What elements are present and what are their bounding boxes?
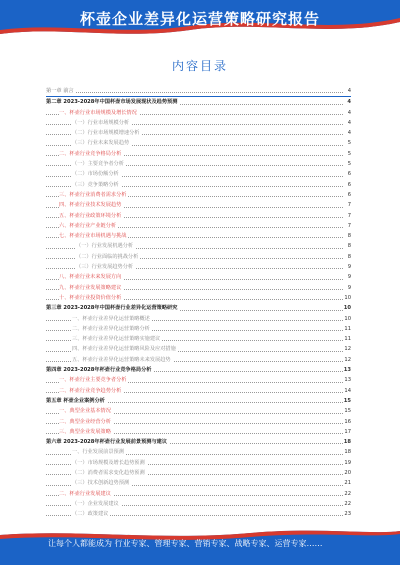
- toc-entry[interactable]: [46, 386, 351, 396]
- toc-entry[interactable]: [46, 406, 351, 416]
- toc-entry-label: （一）行业市场规模分析: [72, 118, 131, 128]
- toc-entry-label: （一）企业发展建议: [72, 499, 121, 509]
- toc-entry[interactable]: [46, 128, 351, 138]
- toc-entry-label: （三）行业未来发展趋势: [72, 138, 131, 148]
- toc-entry[interactable]: [46, 499, 351, 509]
- toc-entry[interactable]: [46, 221, 351, 231]
- toc-entry-page: 4: [346, 97, 351, 107]
- toc-entry[interactable]: [46, 149, 351, 159]
- toc-entry-page: 13: [343, 375, 351, 385]
- toc-entry[interactable]: [46, 509, 351, 519]
- toc-entry[interactable]: [46, 241, 351, 251]
- toc-entry-page: 8: [347, 241, 351, 251]
- toc-entry-label: （二）消费者需求变化趋势预测: [72, 468, 147, 478]
- toc-entry-page: 4: [347, 128, 351, 138]
- toc-entry[interactable]: [46, 180, 351, 190]
- toc-entry-label: 第四章 2023-2028年杯壶行业竞争格局分析: [46, 365, 153, 375]
- toc-entry-label: 二、杯壶行业发展建议: [59, 489, 113, 499]
- toc-entry-label: 一、行业发展前景预测: [72, 447, 126, 457]
- toc-entry[interactable]: [46, 489, 351, 499]
- toc-entry-page: 5: [347, 149, 351, 159]
- toc-entry-label: （一）行业发展机遇分析: [76, 241, 135, 251]
- toc-entry[interactable]: [46, 108, 351, 118]
- toc-entry[interactable]: [46, 365, 351, 375]
- footer-banner: [0, 529, 400, 565]
- toc-entry[interactable]: [46, 334, 351, 344]
- toc-entry-label: 五、杯壶行业政策环境分析: [59, 211, 123, 221]
- toc-entry[interactable]: [46, 417, 351, 427]
- toc-entry-label: （一）主要竞争者分析: [72, 159, 126, 169]
- toc-entry-label: 二、典型企业经营分析: [59, 417, 113, 427]
- toc-entry[interactable]: [46, 138, 351, 148]
- toc-entry-label: 一、杯壶行业差异化运营策略概述: [72, 314, 152, 324]
- toc-entry-page: 14: [343, 386, 351, 396]
- toc-entry-page: 9: [347, 283, 351, 293]
- toc-entry-page: 8: [347, 252, 351, 262]
- toc-entry-page: 18: [343, 437, 351, 447]
- toc-entry-page: 10: [343, 293, 351, 303]
- toc-entry-page: 8: [347, 231, 351, 241]
- toc-entry-page: 11: [343, 324, 351, 334]
- toc-entry[interactable]: [46, 211, 351, 221]
- toc-entry[interactable]: [46, 324, 351, 334]
- table-of-contents: [46, 86, 351, 519]
- toc-entry[interactable]: [46, 437, 351, 447]
- toc-entry-page: 7: [347, 211, 351, 221]
- toc-entry-page: 9: [347, 272, 351, 282]
- toc-entry[interactable]: [46, 272, 351, 282]
- toc-entry-page: 10: [343, 303, 351, 313]
- toc-heading: 内容目录: [171, 59, 228, 73]
- toc-entry[interactable]: [46, 169, 351, 179]
- toc-entry-page: 7: [347, 221, 351, 231]
- toc-entry-label: 七、杯壶行业市场机遇与挑战: [59, 231, 128, 241]
- toc-entry[interactable]: [46, 303, 351, 313]
- toc-entry-page: 5: [347, 138, 351, 148]
- toc-entry[interactable]: [46, 396, 351, 406]
- toc-entry-label: 五、杯壶行业差异化运营策略未来发展趋势: [72, 355, 173, 365]
- toc-entry-page: 22: [343, 489, 351, 499]
- toc-entry-label: 二、杯壶行业竞争格局分析: [59, 149, 123, 159]
- toc-entry-page: 21: [343, 478, 351, 488]
- toc-entry-page: 5: [347, 159, 351, 169]
- toc-entry-label: （二）行业面临的挑战分析: [76, 252, 140, 262]
- toc-entry-label: 二、杯壶行业差异化运营策略分析: [72, 324, 152, 334]
- toc-entry-label: 二、杯壶行业竞争趋势分析: [59, 386, 123, 396]
- toc-entry[interactable]: [46, 344, 351, 354]
- toc-entry-page: 4: [347, 118, 351, 128]
- toc-entry-label: 九、杯壶行业发展策略建议: [59, 283, 123, 293]
- toc-entry[interactable]: [46, 252, 351, 262]
- toc-entry-page: 23: [343, 509, 351, 519]
- toc-entry-label: 一、典型企业基本情况: [59, 406, 113, 416]
- toc-entry-page: 7: [347, 200, 351, 210]
- toc-entry-page: 22: [343, 499, 351, 509]
- toc-entry-page: 9: [347, 262, 351, 272]
- toc-entry-page: 6: [347, 169, 351, 179]
- toc-entry-label: （二）政策建议: [72, 509, 110, 519]
- toc-entry-label: 四、杯壶行业技术发展趋势: [59, 200, 123, 210]
- toc-entry[interactable]: [46, 478, 351, 488]
- toc-entry-label: 一、杯壶行业市场规模及增长情况: [59, 108, 139, 118]
- toc-entry[interactable]: [46, 314, 351, 324]
- toc-entry[interactable]: [46, 293, 351, 303]
- toc-entry[interactable]: [46, 159, 351, 169]
- toc-entry-page: 6: [347, 180, 351, 190]
- toc-entry[interactable]: [46, 283, 351, 293]
- toc-entry-label: （三）竞争策略分析: [72, 180, 121, 190]
- toc-entry-page: 10: [343, 314, 351, 324]
- toc-entry-page: 12: [343, 355, 351, 365]
- toc-entry-page: 6: [347, 190, 351, 200]
- toc-entry[interactable]: [46, 231, 351, 241]
- toc-entry-label: 十、杯壶行业投资价值分析: [59, 293, 123, 303]
- toc-entry-label: 第一章 前言: [46, 86, 76, 96]
- toc-entry[interactable]: [46, 447, 351, 457]
- toc-entry-label: （二）行业市场规模增速分析: [72, 128, 141, 138]
- toc-entry-label: （一）市场规模及增长趋势预测: [72, 458, 147, 468]
- toc-entry-label: （三）技术创新趋势预测: [72, 478, 131, 488]
- toc-entry[interactable]: [46, 86, 351, 97]
- toc-entry-label: 第五章 杯壶企业案例分析: [46, 396, 107, 406]
- toc-entry-label: （二）市场份额分析: [72, 169, 121, 179]
- toc-entry-page: 4: [347, 108, 351, 118]
- toc-entry[interactable]: [46, 427, 351, 437]
- toc-entry-page: 13: [343, 365, 351, 375]
- toc-entry-label: （三）行业发展趋势分析: [76, 262, 135, 272]
- report-title: 杯壶企业差异化运营策略研究报告: [79, 10, 320, 28]
- toc-entry-page: 12: [343, 344, 351, 354]
- toc-entry-label: 第三章 2023-2028年中国杯壶行业差异化运营策略研究: [46, 303, 179, 313]
- toc-entry-page: 16: [343, 417, 351, 427]
- toc-entry-label: 八、杯壶行业未来发展方向: [59, 272, 123, 282]
- toc-entry-page: 20: [343, 468, 351, 478]
- toc-entry[interactable]: [46, 355, 351, 365]
- toc-entry[interactable]: [46, 190, 351, 200]
- toc-entry-page: 17: [343, 427, 351, 437]
- toc-entry-label: 一、杯壶行业主要竞争者分析: [59, 375, 128, 385]
- toc-entry[interactable]: [46, 97, 351, 107]
- toc-entry[interactable]: [46, 200, 351, 210]
- toc-entry-label: 三、杯壶行业消费者需求分析: [59, 190, 128, 200]
- toc-entry-label: 三、典型企业发展策略: [59, 427, 113, 437]
- toc-entry[interactable]: [46, 375, 351, 385]
- toc-entry-page: 18: [343, 447, 351, 457]
- toc-entry-label: 六、杯壶行业产业链分析: [59, 221, 118, 231]
- toc-entry[interactable]: [46, 468, 351, 478]
- toc-entry[interactable]: [46, 118, 351, 128]
- toc-entry-page: 15: [343, 396, 351, 406]
- toc-entry-label: 第六章 2023-2028年杯壶行业发展前景预测与建议: [46, 437, 169, 447]
- toc-entry-label: 第二章 2023-2028年中国杯壶市场发展现状及趋势预测: [46, 97, 179, 107]
- toc-leader-dots: [46, 92, 343, 93]
- toc-entry-page: 15: [343, 406, 351, 416]
- toc-entry-page: 19: [343, 458, 351, 468]
- toc-entry[interactable]: [46, 262, 351, 272]
- header-banner: [0, 0, 400, 36]
- footer-slogan: 让每个人都能成为 行业专家、管理专家、营销专家、战略专家、运营专家……: [48, 539, 323, 548]
- toc-entry-label: 四、杯壶行业差异化运营策略风险及应对措施: [72, 344, 178, 354]
- toc-entry[interactable]: [46, 458, 351, 468]
- toc-entry-page: 11: [343, 334, 351, 344]
- toc-entry-page: 4: [347, 86, 351, 96]
- toc-entry-label: 三、杯壶行业差异化运营策略实施建议: [72, 334, 162, 344]
